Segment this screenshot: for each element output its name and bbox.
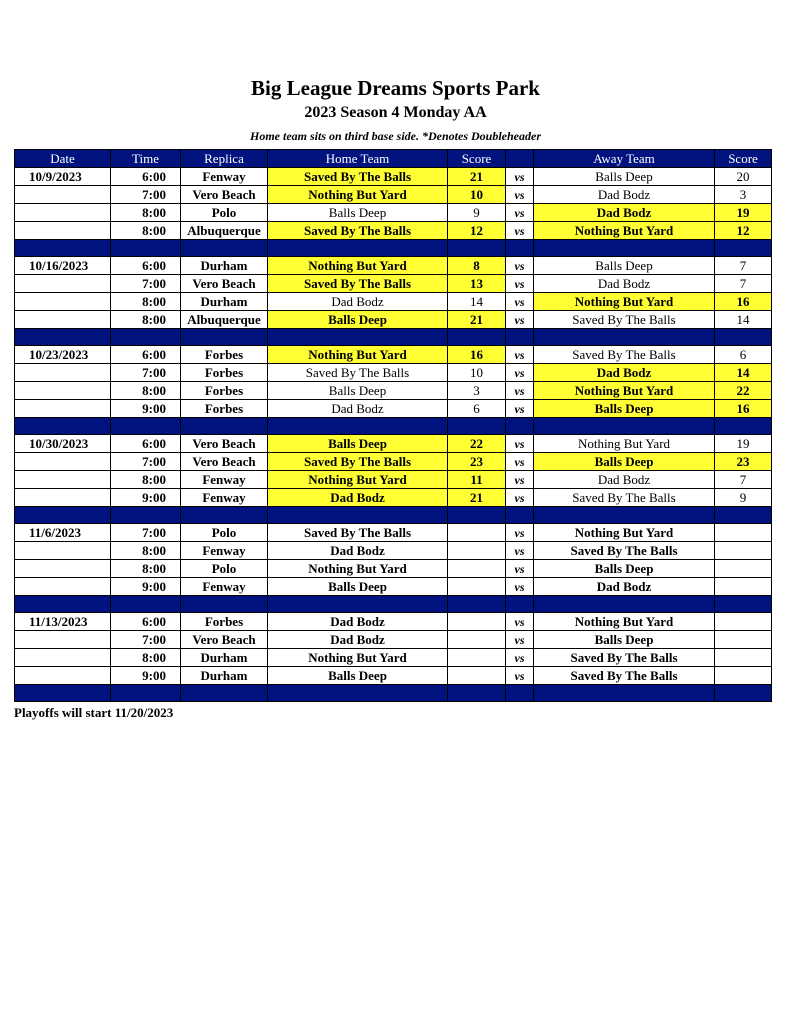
home-team: Nothing But Yard: [268, 649, 448, 667]
game-time: 9:00: [111, 667, 181, 685]
away-score: 23: [715, 453, 772, 471]
game-replica: Polo: [181, 204, 268, 222]
game-date: 10/23/2023: [15, 346, 111, 364]
game-date: [15, 578, 111, 596]
game-date: 10/30/2023: [15, 435, 111, 453]
game-date: [15, 186, 111, 204]
separator-cell: [268, 685, 448, 702]
separator-cell: [715, 329, 772, 346]
vs-label: vs: [506, 435, 534, 453]
column-header: Home Team: [268, 150, 448, 168]
separator-cell: [181, 507, 268, 524]
away-team: Nothing But Yard: [534, 524, 715, 542]
column-header: Score: [448, 150, 506, 168]
away-team: Dad Bodz: [534, 578, 715, 596]
away-score: [715, 524, 772, 542]
game-replica: Fenway: [181, 489, 268, 507]
game-date: [15, 471, 111, 489]
away-score: [715, 578, 772, 596]
home-score: 22: [448, 435, 506, 453]
game-date: [15, 204, 111, 222]
game-date: [15, 275, 111, 293]
away-score: 3: [715, 186, 772, 204]
vs-label: vs: [506, 186, 534, 204]
away-team: Saved By The Balls: [534, 667, 715, 685]
game-date: [15, 364, 111, 382]
game-row: [15, 222, 772, 240]
separator-cell: [15, 240, 111, 257]
game-replica: Forbes: [181, 364, 268, 382]
home-team: Dad Bodz: [268, 631, 448, 649]
game-row: [15, 168, 772, 186]
separator-cell: [15, 596, 111, 613]
away-score: 22: [715, 382, 772, 400]
game-time: 8:00: [111, 560, 181, 578]
home-score: 21: [448, 489, 506, 507]
game-time: 8:00: [111, 222, 181, 240]
game-replica: Vero Beach: [181, 453, 268, 471]
away-team: Dad Bodz: [534, 186, 715, 204]
separator-cell: [506, 240, 534, 257]
vs-label: vs: [506, 275, 534, 293]
home-score: [448, 560, 506, 578]
vs-label: vs: [506, 542, 534, 560]
away-score: 14: [715, 364, 772, 382]
away-score: 14: [715, 311, 772, 329]
home-score: 10: [448, 364, 506, 382]
game-time: 9:00: [111, 578, 181, 596]
away-team: Nothing But Yard: [534, 222, 715, 240]
away-team: Saved By The Balls: [534, 542, 715, 560]
away-score: [715, 667, 772, 685]
home-score: 8: [448, 257, 506, 275]
home-score: 6: [448, 400, 506, 418]
home-team: Dad Bodz: [268, 293, 448, 311]
week-separator: [15, 240, 772, 257]
game-row: [15, 435, 772, 453]
game-time: 6:00: [111, 168, 181, 186]
vs-label: vs: [506, 560, 534, 578]
home-team: Nothing But Yard: [268, 257, 448, 275]
week-separator: [15, 596, 772, 613]
game-row: [15, 382, 772, 400]
away-team: Dad Bodz: [534, 471, 715, 489]
away-team: Balls Deep: [534, 453, 715, 471]
playoffs-footer: Playoffs will start 11/20/2023: [14, 705, 174, 720]
game-time: 7:00: [111, 631, 181, 649]
game-time: 8:00: [111, 542, 181, 560]
separator-cell: [111, 240, 181, 257]
home-team: Dad Bodz: [268, 400, 448, 418]
game-date: [15, 649, 111, 667]
game-replica: Fenway: [181, 471, 268, 489]
away-team: Saved By The Balls: [534, 489, 715, 507]
game-date: [15, 542, 111, 560]
game-replica: Forbes: [181, 613, 268, 631]
game-row: [15, 471, 772, 489]
vs-label: vs: [506, 524, 534, 542]
separator-cell: [181, 596, 268, 613]
separator-cell: [715, 240, 772, 257]
away-team: Saved By The Balls: [534, 649, 715, 667]
game-replica: Fenway: [181, 168, 268, 186]
vs-label: vs: [506, 257, 534, 275]
home-score: 13: [448, 275, 506, 293]
schedule-table: [14, 149, 772, 702]
game-replica: Forbes: [181, 346, 268, 364]
vs-label: vs: [506, 293, 534, 311]
column-header: Away Team: [534, 150, 715, 168]
away-team: Saved By The Balls: [534, 346, 715, 364]
vs-label: vs: [506, 204, 534, 222]
game-replica: Durham: [181, 649, 268, 667]
separator-cell: [506, 507, 534, 524]
game-time: 7:00: [111, 453, 181, 471]
game-row: [15, 364, 772, 382]
home-score: [448, 542, 506, 560]
separator-cell: [448, 596, 506, 613]
game-time: 7:00: [111, 364, 181, 382]
separator-cell: [448, 418, 506, 435]
separator-cell: [534, 685, 715, 702]
home-score: [448, 631, 506, 649]
game-row: [15, 346, 772, 364]
home-score: 21: [448, 168, 506, 186]
vs-label: vs: [506, 471, 534, 489]
game-date: [15, 560, 111, 578]
away-team: Nothing But Yard: [534, 382, 715, 400]
away-team: Dad Bodz: [534, 204, 715, 222]
separator-cell: [448, 329, 506, 346]
away-team: Dad Bodz: [534, 275, 715, 293]
vs-label: vs: [506, 631, 534, 649]
separator-cell: [506, 685, 534, 702]
home-score: [448, 524, 506, 542]
game-row: [15, 489, 772, 507]
game-time: 8:00: [111, 293, 181, 311]
game-row: [15, 542, 772, 560]
away-team: Balls Deep: [534, 257, 715, 275]
away-score: 7: [715, 275, 772, 293]
game-replica: Fenway: [181, 542, 268, 560]
separator-cell: [111, 329, 181, 346]
vs-label: vs: [506, 346, 534, 364]
away-score: [715, 613, 772, 631]
home-team: Balls Deep: [268, 667, 448, 685]
away-score: 12: [715, 222, 772, 240]
home-score: [448, 649, 506, 667]
home-team: Nothing But Yard: [268, 186, 448, 204]
separator-cell: [181, 418, 268, 435]
home-score: 3: [448, 382, 506, 400]
game-row: [15, 613, 772, 631]
separator-cell: [715, 418, 772, 435]
game-date: [15, 631, 111, 649]
separator-cell: [15, 685, 111, 702]
separator-cell: [268, 507, 448, 524]
away-score: 19: [715, 435, 772, 453]
game-date: 11/13/2023: [15, 613, 111, 631]
game-row: [15, 649, 772, 667]
season-subtitle: 2023 Season 4 Monday AA: [304, 104, 487, 121]
home-score: [448, 578, 506, 596]
game-replica: Polo: [181, 560, 268, 578]
vs-label: vs: [506, 667, 534, 685]
vs-label: vs: [506, 578, 534, 596]
separator-cell: [111, 507, 181, 524]
home-team: Balls Deep: [268, 435, 448, 453]
away-team: Nothing But Yard: [534, 613, 715, 631]
game-replica: Polo: [181, 524, 268, 542]
separator-cell: [268, 596, 448, 613]
separator-cell: [181, 685, 268, 702]
away-team: Nothing But Yard: [534, 435, 715, 453]
separator-cell: [715, 596, 772, 613]
game-time: 6:00: [111, 435, 181, 453]
vs-label: vs: [506, 489, 534, 507]
away-team: Nothing But Yard: [534, 293, 715, 311]
home-score: 9: [448, 204, 506, 222]
game-time: 8:00: [111, 204, 181, 222]
separator-cell: [448, 240, 506, 257]
away-team: Saved By The Balls: [534, 311, 715, 329]
game-time: 9:00: [111, 400, 181, 418]
home-team: Balls Deep: [268, 311, 448, 329]
home-team: Saved By The Balls: [268, 453, 448, 471]
separator-cell: [268, 418, 448, 435]
game-time: 9:00: [111, 489, 181, 507]
home-team: Saved By The Balls: [268, 222, 448, 240]
game-replica: Fenway: [181, 578, 268, 596]
game-time: 8:00: [111, 382, 181, 400]
game-row: [15, 631, 772, 649]
game-replica: Albuquerque: [181, 311, 268, 329]
game-row: [15, 560, 772, 578]
game-time: 8:00: [111, 311, 181, 329]
column-header: Date: [15, 150, 111, 168]
home-team: Balls Deep: [268, 204, 448, 222]
game-row: [15, 186, 772, 204]
game-row: [15, 667, 772, 685]
away-score: 20: [715, 168, 772, 186]
separator-cell: [15, 418, 111, 435]
away-team: Dad Bodz: [534, 364, 715, 382]
home-team: Saved By The Balls: [268, 364, 448, 382]
separator-cell: [448, 685, 506, 702]
week-separator: [15, 685, 772, 702]
home-score: 10: [448, 186, 506, 204]
game-replica: Durham: [181, 293, 268, 311]
away-score: [715, 560, 772, 578]
away-score: 7: [715, 471, 772, 489]
game-date: 10/9/2023: [15, 168, 111, 186]
separator-cell: [111, 685, 181, 702]
vs-label: vs: [506, 400, 534, 418]
home-team: Balls Deep: [268, 382, 448, 400]
game-date: [15, 222, 111, 240]
away-team: Balls Deep: [534, 168, 715, 186]
page-title: Big League Dreams Sports Park: [251, 76, 540, 100]
away-score: 7: [715, 257, 772, 275]
game-time: 7:00: [111, 186, 181, 204]
home-score: 14: [448, 293, 506, 311]
home-team: Dad Bodz: [268, 613, 448, 631]
home-score: [448, 667, 506, 685]
separator-cell: [534, 418, 715, 435]
home-team: Saved By The Balls: [268, 275, 448, 293]
home-team: Nothing But Yard: [268, 560, 448, 578]
separator-cell: [448, 507, 506, 524]
game-replica: Forbes: [181, 382, 268, 400]
game-row: [15, 524, 772, 542]
vs-label: vs: [506, 168, 534, 186]
home-team: Saved By The Balls: [268, 168, 448, 186]
separator-cell: [534, 329, 715, 346]
separator-cell: [181, 240, 268, 257]
game-time: 6:00: [111, 346, 181, 364]
game-date: 11/6/2023: [15, 524, 111, 542]
away-score: 6: [715, 346, 772, 364]
game-date: [15, 311, 111, 329]
away-score: 9: [715, 489, 772, 507]
separator-cell: [15, 329, 111, 346]
home-team: Saved By The Balls: [268, 524, 448, 542]
column-header: Score: [715, 150, 772, 168]
game-replica: Durham: [181, 667, 268, 685]
home-score: 12: [448, 222, 506, 240]
game-date: [15, 489, 111, 507]
game-date: [15, 382, 111, 400]
vs-label: vs: [506, 382, 534, 400]
week-separator: [15, 507, 772, 524]
game-replica: Vero Beach: [181, 435, 268, 453]
game-date: [15, 400, 111, 418]
game-replica: Vero Beach: [181, 186, 268, 204]
vs-label: vs: [506, 364, 534, 382]
game-row: [15, 275, 772, 293]
game-replica: Albuquerque: [181, 222, 268, 240]
game-date: [15, 453, 111, 471]
game-row: [15, 400, 772, 418]
away-score: 19: [715, 204, 772, 222]
vs-label: vs: [506, 613, 534, 631]
separator-cell: [534, 507, 715, 524]
away-team: Balls Deep: [534, 400, 715, 418]
away-team: Balls Deep: [534, 560, 715, 578]
separator-cell: [15, 507, 111, 524]
separator-cell: [534, 596, 715, 613]
game-time: 6:00: [111, 613, 181, 631]
home-score: 16: [448, 346, 506, 364]
vs-label: vs: [506, 649, 534, 667]
separator-cell: [715, 507, 772, 524]
column-header: Time: [111, 150, 181, 168]
home-score: 11: [448, 471, 506, 489]
vs-label: vs: [506, 453, 534, 471]
game-date: [15, 667, 111, 685]
away-score: [715, 542, 772, 560]
game-row: [15, 257, 772, 275]
column-header: [506, 150, 534, 168]
game-row: [15, 204, 772, 222]
schedule-note: Home team sits on third base side. *Denotes Doubleheader: [250, 129, 541, 143]
separator-cell: [506, 596, 534, 613]
game-row: [15, 311, 772, 329]
away-score: 16: [715, 293, 772, 311]
away-team: Balls Deep: [534, 631, 715, 649]
separator-cell: [268, 329, 448, 346]
home-team: Nothing But Yard: [268, 471, 448, 489]
separator-cell: [111, 418, 181, 435]
home-team: Dad Bodz: [268, 489, 448, 507]
away-score: 16: [715, 400, 772, 418]
game-time: 6:00: [111, 257, 181, 275]
game-date: [15, 293, 111, 311]
game-time: 7:00: [111, 275, 181, 293]
game-row: [15, 578, 772, 596]
home-team: Dad Bodz: [268, 542, 448, 560]
game-time: 8:00: [111, 649, 181, 667]
home-score: 23: [448, 453, 506, 471]
separator-cell: [506, 418, 534, 435]
separator-cell: [111, 596, 181, 613]
game-replica: Forbes: [181, 400, 268, 418]
week-separator: [15, 418, 772, 435]
separator-cell: [181, 329, 268, 346]
away-score: [715, 649, 772, 667]
game-replica: Vero Beach: [181, 275, 268, 293]
game-row: [15, 453, 772, 471]
week-separator: [15, 329, 772, 346]
home-score: 21: [448, 311, 506, 329]
game-time: 7:00: [111, 524, 181, 542]
separator-cell: [268, 240, 448, 257]
game-replica: Vero Beach: [181, 631, 268, 649]
separator-cell: [534, 240, 715, 257]
home-score: [448, 613, 506, 631]
game-replica: Durham: [181, 257, 268, 275]
separator-cell: [506, 329, 534, 346]
home-team: Balls Deep: [268, 578, 448, 596]
game-row: [15, 293, 772, 311]
column-header: Replica: [181, 150, 268, 168]
home-team: Nothing But Yard: [268, 346, 448, 364]
vs-label: vs: [506, 222, 534, 240]
separator-cell: [715, 685, 772, 702]
game-date: 10/16/2023: [15, 257, 111, 275]
game-time: 8:00: [111, 471, 181, 489]
away-score: [715, 631, 772, 649]
table-header-row: [15, 150, 772, 168]
vs-label: vs: [506, 311, 534, 329]
